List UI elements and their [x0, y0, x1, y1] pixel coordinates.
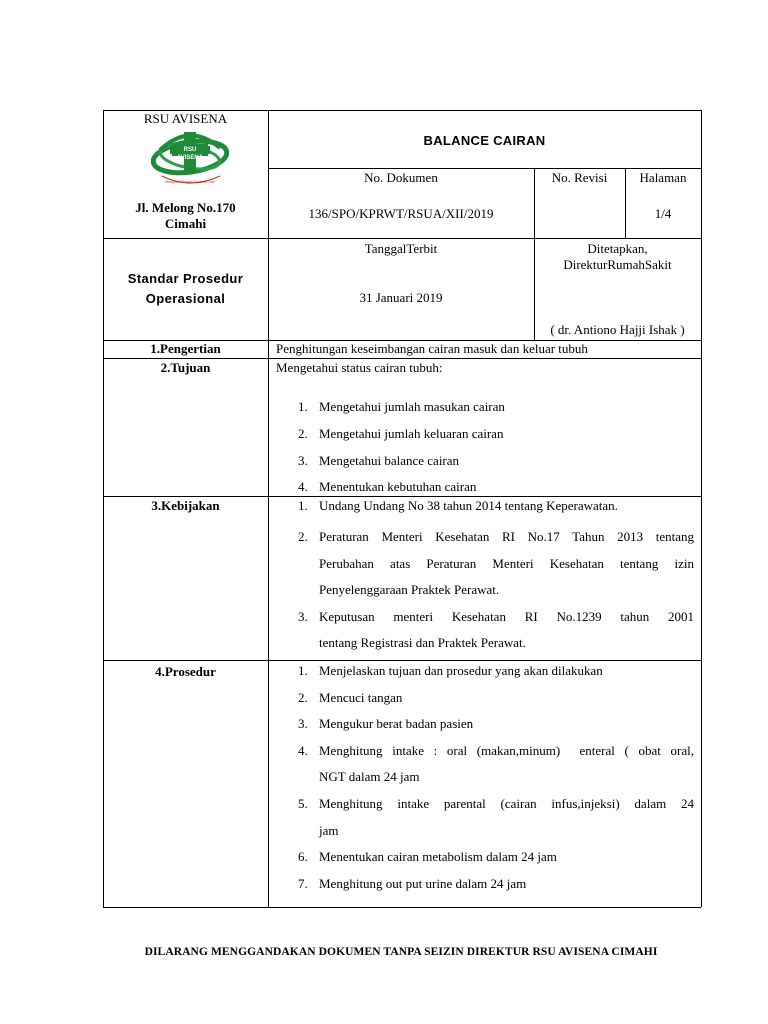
- list-item: 1. Undang Undang No 38 tahun 2014 tentang Keperawatan.: [298, 498, 618, 513]
- ditetapkan-label: Ditetapkan,: [587, 241, 648, 256]
- list-item: 6. Menentukan cairan metabolism dalam 24 jam: [298, 849, 557, 865]
- pengertian-label: 1.Pengertian: [150, 341, 221, 356]
- pengertian-text: Penghitungan keseimbangan cairan masuk dan keluar tubuh: [276, 341, 588, 356]
- document-title: BALANCE CAIRAN: [423, 133, 546, 148]
- tanggal-terbit-value: 31 Januari 2019: [359, 290, 443, 305]
- kebijakan-label: 3.Kebijakan: [151, 498, 220, 513]
- table-border-bottom: [103, 907, 701, 908]
- list-item: 1. Mengetahui jumlah masukan cairan: [298, 399, 505, 414]
- address-line2: Cimahi: [164, 216, 207, 231]
- signatory-name: ( dr. Antiono Hajji Ishak ): [550, 322, 685, 337]
- prosedur-list: [276, 658, 694, 897]
- list-item: 7. Menghitung out put urine dalam 24 jam: [298, 875, 527, 891]
- hospital-name: RSU AVISENA: [143, 111, 228, 126]
- list-item: 4. Menentukan kebutuhan cairan: [298, 479, 477, 494]
- list-item: 2. Mengetahui jumlah keluaran cairan: [298, 426, 504, 441]
- direktur-label: DirekturRumahSakit: [563, 257, 672, 272]
- list-item: 2. Peraturan Menteri Kesehatan RI No.17 Tahun 2013 tentang Perubahan atas Peraturan Menteri Kesehatan tentang izin Penyelenggaraan Praktek Perawat.: [298, 529, 694, 597]
- tujuan-list: [276, 399, 694, 495]
- list-item: 3. Mengukur berat badan pasien: [298, 716, 474, 732]
- halaman-value: 1/4: [654, 206, 672, 221]
- prosedur-label: 4.Prosedur: [155, 664, 216, 679]
- hospital-logo: [148, 126, 232, 192]
- logo-text: RSU AVISENA: [176, 147, 204, 161]
- table-column-divider: [268, 110, 269, 907]
- no-revisi-label: No. Revisi: [551, 170, 608, 185]
- tujuan-label: 2.Tujuan: [160, 360, 211, 375]
- tujuan-intro: Mengetahui status cairan tubuh:: [276, 360, 443, 375]
- no-dokumen-label: No. Dokumen: [364, 170, 438, 185]
- table-line-pengertian-bottom: [103, 358, 701, 359]
- footer-notice: DILARANG MENGGANDAKAN DOKUMEN TANPA SEIZIN DIREKTUR RSU AVISENA CIMAHI: [144, 946, 658, 958]
- list-item: 3. Mengetahui balance cairan: [298, 453, 460, 468]
- no-dokumen-value: 136/SPO/KPRWT/RSUA/XII/2019: [308, 206, 494, 221]
- list-item: 5. Menghitung intake parental (cairan infus,injeksi) dalam 24 jam: [298, 795, 694, 838]
- kebijakan-list: [276, 498, 694, 657]
- table-line-tujuan-bottom: [103, 496, 701, 497]
- logo-tagline: Melayani Dengan Sepenuh Hati: [165, 180, 215, 184]
- list-item: 2. Mencuci tangan: [298, 689, 403, 705]
- address-line1: Jl. Melong No.170: [135, 200, 236, 215]
- tanggal-terbit-label: TanggalTerbit: [364, 241, 438, 256]
- spo-label-line2: Operasional: [145, 291, 226, 306]
- halaman-label: Halaman: [639, 170, 687, 185]
- list-item: 3. Keputusan menteri Kesehatan RI No.1239 tahun 2001 tentang Registrasi dan Praktek Perawat.: [298, 608, 694, 650]
- spo-label-line1: Standar Prosedur: [127, 271, 244, 286]
- table-border-right: [701, 110, 702, 907]
- list-item: 1. Menjelaskan tujuan dan prosedur yang akan dilakukan: [298, 663, 603, 678]
- table-line-title-bottom: [268, 168, 701, 169]
- list-item: 4. Menghitung intake : oral (makan,minum) enteral ( obat oral, NGT dalam 24 jam: [298, 742, 694, 785]
- table-line-header-mid: [103, 238, 701, 239]
